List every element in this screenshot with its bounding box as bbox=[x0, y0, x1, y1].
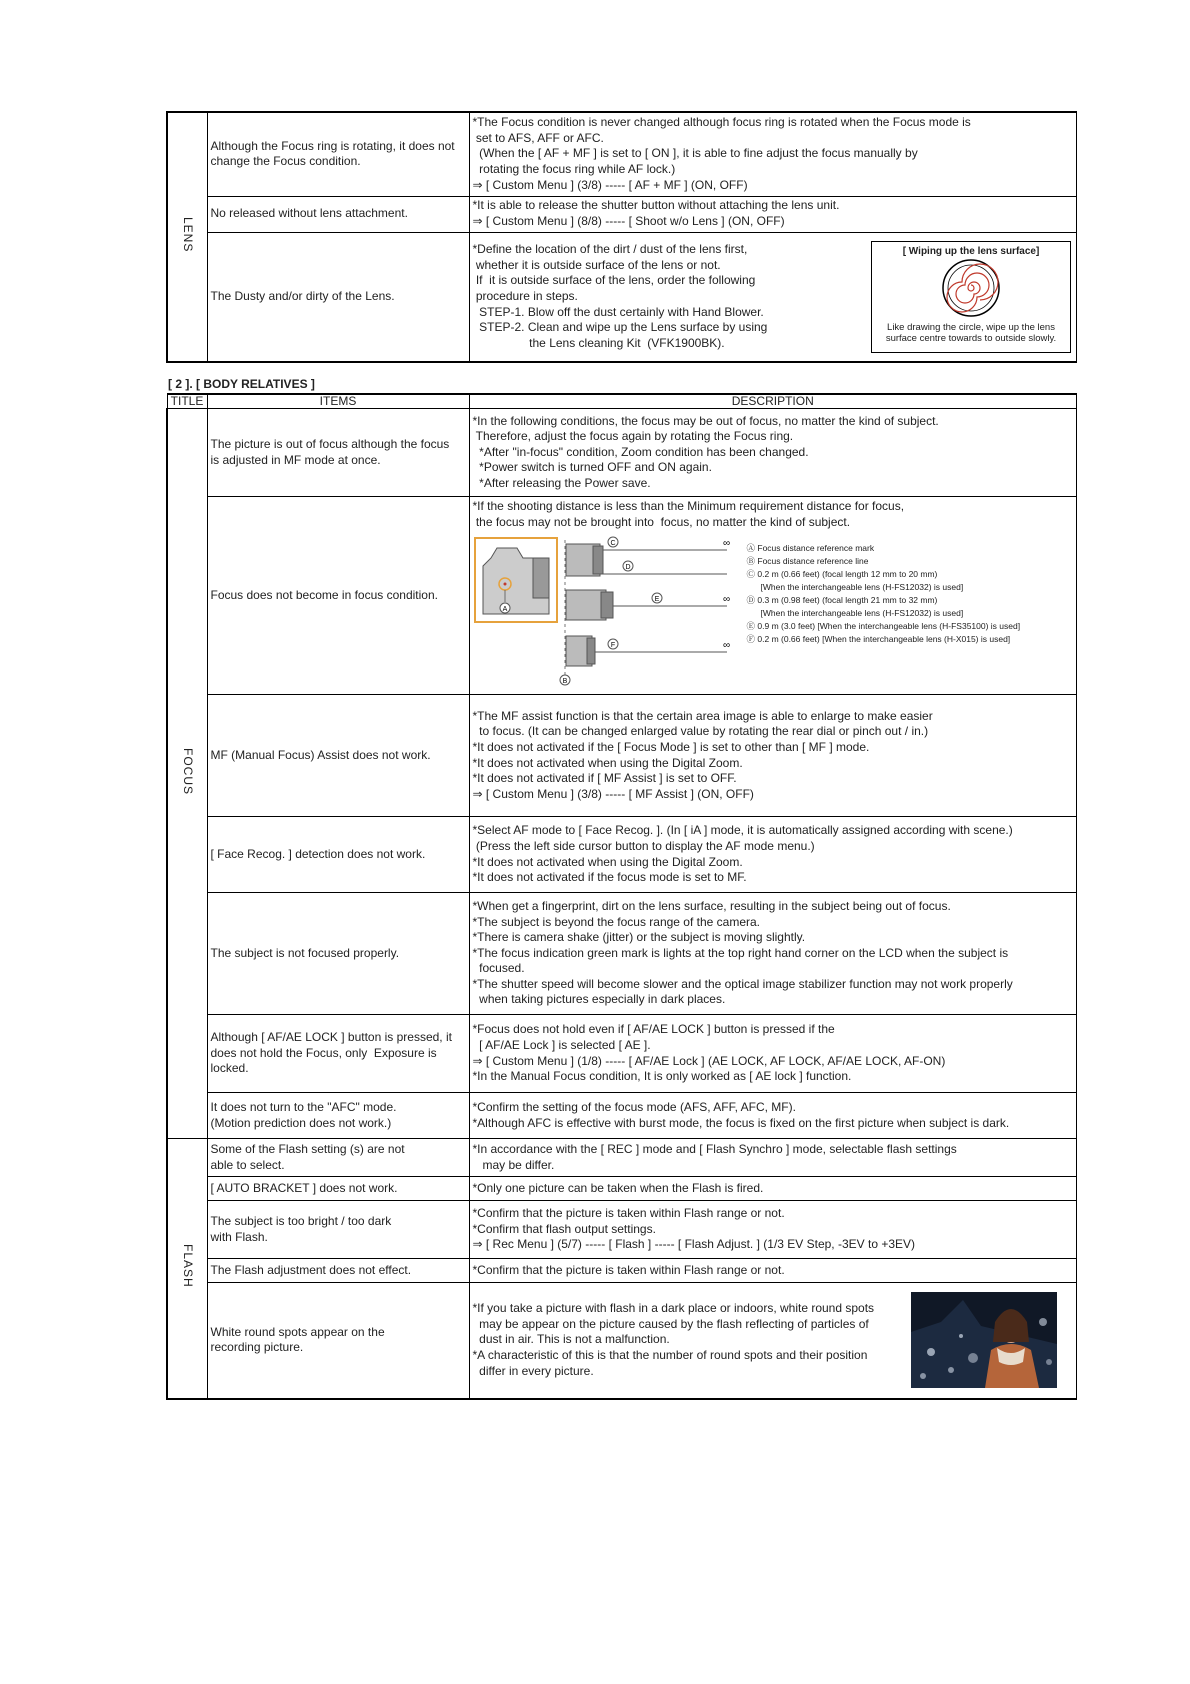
section-heading: [ 2 ]. [ BODY RELATIVES ] bbox=[168, 377, 315, 391]
lens-row-2-desc bbox=[469, 196, 1077, 232]
text-line: does not hold the Focus, only Exposure is bbox=[210, 1045, 437, 1060]
legend-mark: Ⓓ bbox=[746, 594, 756, 605]
text-line: Although [ AF/AE LOCK ] button is pressed, it bbox=[210, 1030, 452, 1045]
legend-mark: Ⓔ bbox=[746, 620, 756, 631]
label-E: E bbox=[654, 596, 659, 604]
text-line: *Power switch is turned OFF and ON again. bbox=[472, 460, 712, 475]
lens-row-3-item bbox=[207, 232, 469, 362]
wiping-lens-illustration bbox=[871, 241, 1071, 353]
wiping-box-title: [ Wiping up the lens surface] bbox=[902, 245, 1040, 257]
flash-row-4-item bbox=[207, 1259, 469, 1283]
focus-row-7-desc bbox=[469, 1093, 1077, 1139]
text-line: *After "in-focus" condition, Zoom condition has been changed. bbox=[472, 444, 809, 459]
label-B: B bbox=[562, 678, 567, 686]
legend-text: 0.2 m (0.66 feet) [When the interchangeable lens (H-X015) is used] bbox=[757, 633, 1011, 644]
focus-distance-diagram bbox=[473, 536, 743, 686]
text-line: *Select AF mode to [ Face Recog. ]. (In [ iA ] mode, it is automatically assigned according with scene.) bbox=[472, 823, 1013, 838]
text-line: is adjusted in MF mode at once. bbox=[210, 452, 381, 467]
infinity-mark: ∞ bbox=[722, 594, 730, 606]
lens-row-3-desc bbox=[469, 232, 1077, 362]
flash-row-2-desc bbox=[469, 1177, 1077, 1201]
text-line: STEP-2. Clean and wipe up the Lens surface by using bbox=[472, 320, 768, 335]
focus-row-5-desc bbox=[469, 893, 1077, 1015]
legend-text: 0.9 m (3.0 feet) [When the interchangeable lens (H-FS35100) is used] bbox=[757, 620, 1021, 631]
text-line: procedure in steps. bbox=[472, 288, 578, 303]
text-line: *Confirm that flash output settings. bbox=[472, 1221, 656, 1236]
text-line: The subject is not focused properly. bbox=[210, 945, 400, 960]
focus-row-3-item bbox=[207, 695, 469, 817]
text-line: *When get a fingerprint, dirt on the lens surface, resulting in the subject being out of focus. bbox=[472, 898, 951, 913]
text-line: White round spots appear on the bbox=[210, 1324, 385, 1339]
focus-row-6-desc bbox=[469, 1015, 1077, 1093]
text-line: *It does not activated if the focus mode is set to MF. bbox=[472, 870, 747, 885]
text-line: *Focus does not hold even if [ AF/AE LOCK ] button is pressed if the bbox=[472, 1022, 835, 1037]
text-line: *In the Manual Focus condition, It is only worked as [ AE lock ] function. bbox=[472, 1069, 852, 1084]
text-line: ⇒ [ Custom Menu ] (8/8) ----- [ Shoot w/o Lens ] (ON, OFF) bbox=[472, 214, 785, 228]
text-line: ⇒ [ Custom Menu ] (3/8) ----- [ AF + MF ] (ON, OFF) bbox=[472, 177, 748, 192]
legend-text: [When the interchangeable lens (H-FS12032) is used] bbox=[760, 607, 964, 618]
lens-row-2-item bbox=[207, 196, 469, 232]
focus-row-7-item bbox=[207, 1093, 469, 1139]
flash-row-3-item bbox=[207, 1201, 469, 1259]
col-items-header: ITEMS bbox=[207, 394, 469, 409]
legend-text: 0.3 m (0.98 feet) (focal length 21 mm to 32 mm) bbox=[757, 594, 938, 605]
text-line: [ AF/AE Lock ] is selected [ AE ]. bbox=[472, 1037, 651, 1052]
text-line: *It does not activated when using the Digital Zoom. bbox=[472, 755, 743, 770]
flash-row-4-desc bbox=[469, 1259, 1077, 1283]
text-line: Focus does not become in focus condition. bbox=[210, 587, 438, 602]
text-line: the focus may not be brought into focus, no matter the kind of subject. bbox=[472, 514, 851, 529]
text-line: It does not turn to the "AFC" mode. bbox=[210, 1099, 397, 1114]
text-line: *The Focus condition is never changed although focus ring is rotated when the Focus mode is bbox=[472, 115, 971, 130]
infinity-mark: ∞ bbox=[722, 640, 730, 652]
focus-title-cell bbox=[167, 409, 207, 1139]
text-line: may be appear on the picture caused by the flash reflecting of particles of bbox=[472, 1316, 869, 1331]
focus-row-3-desc bbox=[469, 695, 1077, 817]
legend-mark: Ⓒ bbox=[746, 569, 756, 579]
focus-distance-legend bbox=[747, 542, 1021, 686]
text-line: The picture is out of focus although the focus bbox=[210, 436, 450, 451]
label-A: A bbox=[502, 606, 507, 614]
text-line: Although the Focus ring is rotating, it does not bbox=[210, 138, 455, 153]
legend-text: 0.2 m (0.66 feet) (focal length 12 mm to 20 mm) bbox=[757, 569, 938, 579]
text-line: rotating the focus ring while AF lock.) bbox=[472, 162, 676, 177]
text-line: *If you take a picture with flash in a dark place or indoors, white round spots bbox=[472, 1301, 875, 1316]
text-line: *In the following conditions, the focus may be out of focus, no matter the kind of subject. bbox=[472, 413, 939, 428]
flash-row-5-desc bbox=[469, 1283, 1077, 1399]
lens-table bbox=[166, 111, 1077, 363]
text-line: *Confirm the setting of the focus mode (AFS, AFF, AFC, MF). bbox=[472, 1099, 796, 1114]
legend-mark: Ⓕ bbox=[746, 633, 756, 644]
text-line: No released without lens attachment. bbox=[210, 206, 408, 221]
text-line: *It does not activated when using the Digital Zoom. bbox=[472, 854, 743, 869]
text-line: the Lens cleaning Kit (VFK1900BK). bbox=[472, 335, 725, 350]
text-line: *The MF assist function is that the certain area image is able to enlarge to make easier bbox=[472, 708, 933, 723]
lens-row-1-desc bbox=[469, 112, 1077, 196]
focus-row-2-desc bbox=[469, 497, 1077, 695]
text-line: locked. bbox=[210, 1061, 249, 1076]
label-F: F bbox=[610, 642, 615, 650]
lens-row-1-item bbox=[207, 112, 469, 196]
text-line: *Although AFC is effective with burst mode, the focus is fixed on the first picture when subject is dark. bbox=[472, 1115, 1010, 1130]
flash-row-5-item bbox=[207, 1283, 469, 1399]
text-line: ⇒ [ Custom Menu ] (1/8) ----- [ AF/AE Lock ] (AE LOCK, AF LOCK, AF/AE LOCK, AF-ON) bbox=[472, 1053, 946, 1068]
text-line: *There is camera shake (jitter) or the subject is moving slightly. bbox=[472, 930, 806, 945]
text-line: *It does not activated if the [ Focus Mode ] is set to other than [ MF ] mode. bbox=[472, 739, 870, 754]
col-desc-header: DESCRIPTION bbox=[469, 394, 1077, 409]
text-line: *Only one picture can be taken when the Flash is fired. bbox=[472, 1180, 764, 1195]
text-line: with Flash. bbox=[210, 1229, 268, 1244]
text-line: able to select. bbox=[210, 1157, 285, 1172]
text-line: focused. bbox=[472, 961, 525, 976]
legend-text: Focus distance reference line bbox=[757, 556, 869, 567]
infinity-mark: ∞ bbox=[722, 538, 730, 550]
focus-section-title: FOCUS bbox=[181, 747, 196, 795]
focus-row-1-desc bbox=[469, 409, 1077, 497]
text-line: (Motion prediction does not work.) bbox=[210, 1115, 392, 1130]
text-line: (When the [ AF + MF ] is set to [ ON ], it is able to fine adjust the focus manually by bbox=[472, 146, 918, 161]
flash-title-cell bbox=[167, 1139, 207, 1399]
text-line: Therefore, adjust the focus again by rotating the Focus ring. bbox=[472, 429, 794, 444]
text-line: If it is outside surface of the lens, order the following bbox=[472, 273, 756, 288]
text-line: to focus. (It can be changed enlarged value by rotating the rear dial or pinch out / in.) bbox=[472, 724, 929, 739]
wiping-box-caption: surface centre towards to outside slowly. bbox=[885, 332, 1057, 344]
flash-row-2-item bbox=[207, 1177, 469, 1201]
legend-mark: Ⓐ bbox=[746, 543, 756, 554]
text-line: ⇒ [ Custom Menu ] (3/8) ----- [ MF Assist ] (ON, OFF) bbox=[472, 786, 754, 801]
col-title-header: TITLE bbox=[167, 394, 207, 409]
lens-title-cell bbox=[167, 112, 207, 362]
text-line: The subject is too bright / too dark bbox=[210, 1213, 392, 1228]
focus-row-2-item bbox=[207, 497, 469, 695]
flash-row-3-desc bbox=[469, 1201, 1077, 1259]
text-line: *If the shooting distance is less than the Minimum requirement distance for focus, bbox=[472, 499, 905, 513]
text-line: [ Face Recog. ] detection does not work. bbox=[210, 846, 426, 861]
text-line: *In accordance with the [ REC ] mode and [ Flash Synchro ] mode, selectable flash settings bbox=[472, 1141, 957, 1156]
label-C: C bbox=[609, 540, 616, 548]
label-D: D bbox=[624, 564, 631, 572]
text-line: set to AFS, AFF or AFC. bbox=[472, 130, 604, 145]
text-line: *After releasing the Power save. bbox=[472, 475, 651, 490]
text-line: whether it is outside surface of the lens or not. bbox=[472, 257, 721, 272]
legend-mark: Ⓑ bbox=[746, 556, 756, 567]
text-line: differ in every picture. bbox=[472, 1363, 594, 1378]
flash-row-1-item bbox=[207, 1139, 469, 1177]
text-line: STEP-1. Blow off the dust certainly with Hand Blower. bbox=[472, 304, 764, 319]
legend-text: Focus distance reference mark bbox=[757, 543, 875, 554]
focus-distance-figure bbox=[473, 536, 1074, 686]
text-line: dust in air. This is not a malfunction. bbox=[472, 1332, 670, 1347]
text-line: when taking pictures especially in dark places. bbox=[472, 992, 726, 1007]
focus-row-4-desc bbox=[469, 817, 1077, 893]
text-line: The Dusty and/or dirty of the Lens. bbox=[210, 288, 395, 303]
focus-row-5-item bbox=[207, 893, 469, 1015]
text-line: *Confirm that the picture is taken within Flash range or not. bbox=[472, 1206, 785, 1221]
text-line: recording picture. bbox=[210, 1340, 304, 1355]
text-line: *It does not activated if [ MF Assist ] is set to OFF. bbox=[472, 771, 737, 786]
text-line: ⇒ [ Rec Menu ] (5/7) ----- [ Flash ] ----- [ Flash Adjust. ] (1/3 EV Step, -3EV to +3EV) bbox=[472, 1237, 916, 1252]
text-line: *A characteristic of this is that the number of round spots and their position bbox=[472, 1348, 868, 1363]
flash-spots-photo bbox=[911, 1292, 1057, 1388]
body-table bbox=[166, 393, 1077, 1400]
focus-row-6-item bbox=[207, 1015, 469, 1093]
lens-section-title: LENS bbox=[181, 217, 196, 253]
flash-section-title: FLASH bbox=[181, 1244, 196, 1288]
text-line: MF (Manual Focus) Assist does not work. bbox=[210, 747, 431, 762]
wiping-box-caption: Like drawing the circle, wipe up the lens bbox=[887, 321, 1055, 333]
text-line: Some of the Flash setting (s) are not bbox=[210, 1141, 405, 1156]
text-line: *Confirm that the picture is taken within Flash range or not. bbox=[472, 1262, 785, 1277]
text-line: *The shutter speed will become slower and the optical image stabilizer function may not work properly bbox=[472, 976, 1013, 991]
text-line: *The focus indication green mark is lights at the top right hand corner on the LCD when the subject is bbox=[472, 945, 1009, 960]
text-line: change the Focus condition. bbox=[210, 154, 361, 169]
text-line: *The subject is beyond the focus range of the camera. bbox=[472, 914, 761, 929]
focus-row-4-item bbox=[207, 817, 469, 893]
flash-row-1-desc bbox=[469, 1139, 1077, 1177]
text-line: *Define the location of the dirt / dust of the lens first, bbox=[472, 242, 748, 257]
text-line: may be differ. bbox=[472, 1157, 555, 1172]
lens-wipe-icon bbox=[936, 257, 1006, 319]
text-line: (Press the left side cursor button to display the AF mode menu.) bbox=[472, 838, 815, 853]
text-line: The Flash adjustment does not effect. bbox=[210, 1262, 412, 1277]
text-line: [ AUTO BRACKET ] does not work. bbox=[210, 1180, 398, 1195]
text-line: *It is able to release the shutter button without attaching the lens unit. bbox=[472, 198, 840, 213]
focus-row-1-item bbox=[207, 409, 469, 497]
legend-text: [When the interchangeable lens (H-FS12032) is used] bbox=[760, 581, 964, 592]
